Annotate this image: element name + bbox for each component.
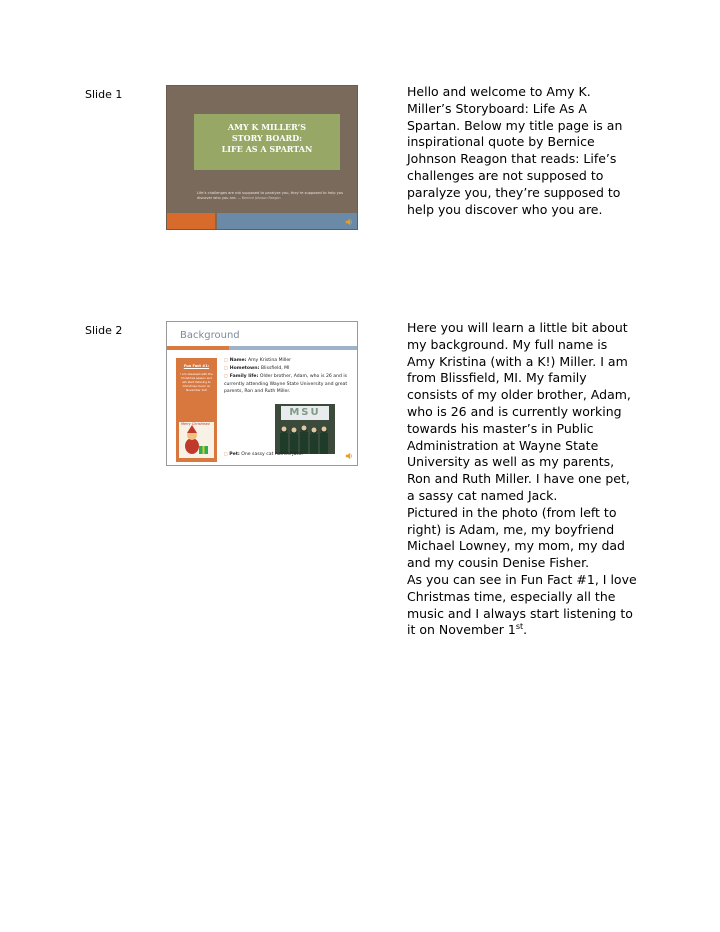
slide-2-label: Slide 2 (85, 324, 123, 337)
christmas-image (179, 422, 214, 458)
speaker-icon (345, 218, 353, 228)
slide-2-notes-end: . (523, 622, 528, 638)
list-item-label: Hometown: (229, 366, 260, 372)
list-item: □ Name: Amy Kristina Miller (224, 357, 292, 363)
fun-fact-text: I am obsessed with the Christmas season and will start listening to Christmas music on November 1st! (180, 372, 213, 392)
slide-2-notes-superscript: st (515, 622, 524, 632)
slide-1-thumbnail (166, 85, 358, 230)
pet-item: □ Pet: One sassy cat named Jack. (224, 451, 304, 457)
list-item-label: Name: (229, 358, 247, 363)
slide-1-quote (197, 191, 345, 201)
list-item: □ Family life: Older brother, Adam, who is 26 and is currently attending Wayne State University and great parents, Ron and Ruth Miller. (224, 373, 348, 394)
fun-fact-title: Fun Fact #1: (183, 364, 210, 368)
list-item-value: Amy Kristina Miller (247, 358, 292, 363)
list-item-label: Family life: (229, 374, 259, 380)
background-list (224, 356, 356, 395)
slide-1-accent-bar-blue (217, 213, 358, 230)
fun-fact-panel (176, 358, 217, 462)
quote-text: Life’s challenges are not supposed to paralyze you, they’re supposed to help you discover who you are. (197, 191, 344, 200)
slide-1-notes: Hello and welcome to Amy K. Miller’s Storyboard: Life As A Spartan. Below my title page is an inspirational quote by Bernice Johnson Reagon that reads: Life’s challenges are not supposed to paralyze you, they’re supposed to help you discover who you are. (407, 84, 627, 217)
slide-1-title-box (194, 114, 340, 170)
slide-1-title-line: AMY K MILLER’S (227, 122, 307, 132)
slide-1-title-line: STORY BOARD: (231, 133, 303, 143)
list-item-value: Blissfield, MI (260, 366, 290, 372)
christmas-image-caption: Merry Christmas! (181, 422, 211, 426)
slide-2-notes (407, 320, 639, 639)
family-photo (275, 404, 335, 454)
slide-1-accent-bar-orange (167, 213, 215, 230)
slide-2-notes-text: Here you will learn a little bit about my background. My full name is Amy Kristina (with a K!) Miller. I am from Blissfield, MI. My family consists of my older brother, Adam, who is 26 and is currently working towards his master’s in Public Administration at Wayne State University as well as my parents, Ron and Ruth Miller. I have one pet, a sassy cat named Jack. Pictured in the photo (from left to right) is Adam, me, my boyfriend Michael Lowney, my mom, my dad and my cousin Denise Fisher. As you can see in Fun Fact #1, I love Christmas time, especially all the music and I always start listening to it on November 1 (407, 320, 637, 638)
slide-2-thumbnail (166, 321, 358, 466)
pet-value: One sassy cat named Jack. (241, 452, 304, 457)
slide-2-title: Background (180, 330, 240, 341)
slide-1-title-line: LIFE AS A SPARTAN (221, 144, 313, 154)
slide-2-stripe-blue (229, 346, 358, 350)
slide-1-label: Slide 1 (85, 88, 123, 101)
list-item: □ Hometown: Blissfield, MI (224, 365, 290, 372)
speaker-icon (345, 452, 353, 462)
photo-sign: MSU (289, 407, 321, 418)
quote-author: — Bernice Johnson Reagon (237, 196, 281, 200)
pet-label: Pet: (229, 452, 240, 457)
list-item-value: Older brother, Adam, who is 26 and is currently attending Wayne State University and great parents, Ron and Ruth Miller. (224, 374, 348, 394)
